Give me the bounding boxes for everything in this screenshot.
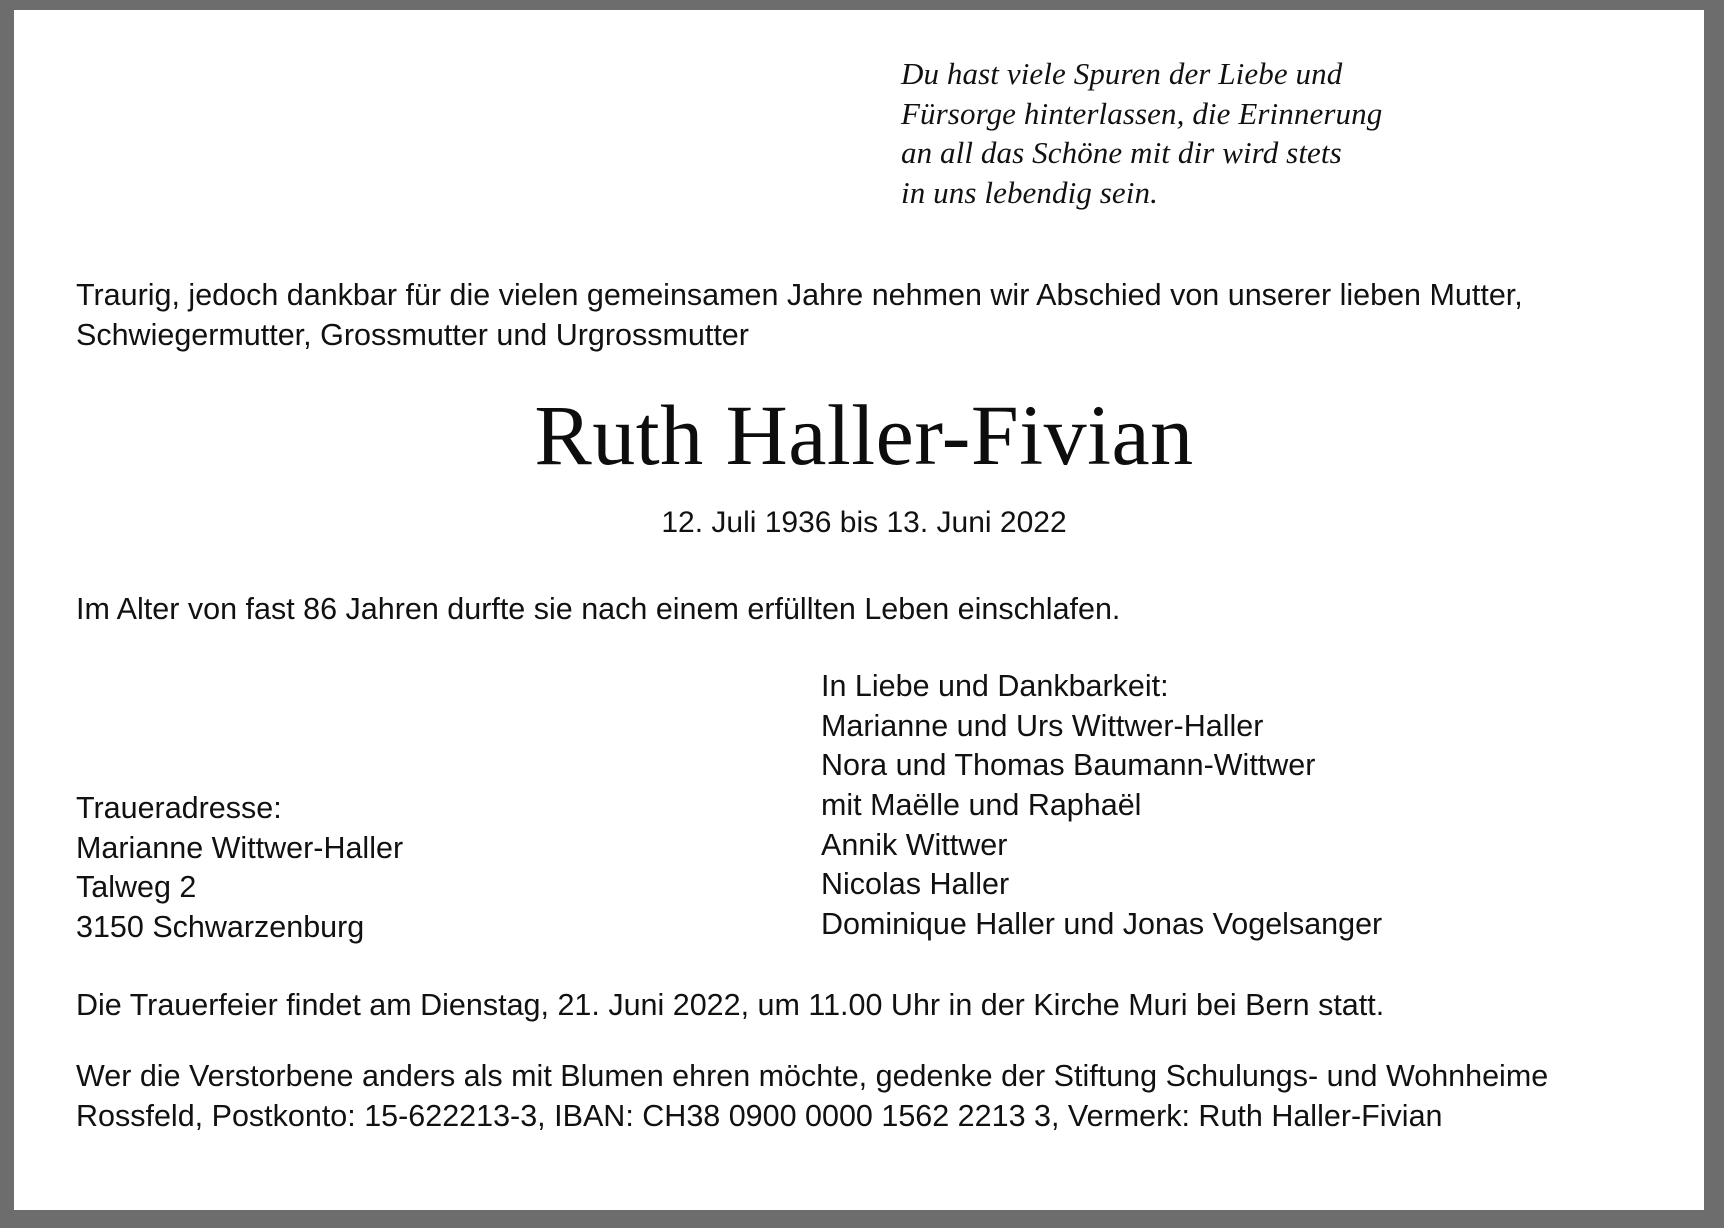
obituary-content: [14, 10, 1704, 1210]
donation-info: [76, 1056, 1652, 1137]
deceased-name: Ruth Haller-Fivian: [534, 386, 1194, 483]
verse-line: Fürsorge hinterlassen, die Erinnerung: [901, 95, 1383, 131]
family-line: mit Maëlle und Raphaël: [821, 788, 1142, 823]
address-line: Marianne Wittwer-Haller: [76, 830, 404, 865]
address-line: 3150 Schwarzenburg: [76, 910, 365, 945]
intro-text: [76, 275, 1652, 356]
funeral-service-info: Die Trauerfeier findet am Dienstag, 21. Juni 2022, um 11.00 Uhr in der Kirche Muri bei Bern statt.: [76, 988, 1385, 1023]
mourning-address: [76, 789, 403, 948]
address-line: Talweg 2: [76, 870, 197, 905]
family-line: In Liebe und Dankbarkeit:: [821, 669, 1169, 704]
intro-line: Schwiegermutter, Grossmutter und Urgrossmutter: [76, 318, 749, 353]
memorial-verse: [901, 54, 1652, 213]
donation-line: Wer die Verstorbene anders als mit Blumen ehren möchte, gedenke der Stiftung Schulungs- und Wohnheime: [76, 1058, 1549, 1093]
family-line: Marianne und Urs Wittwer-Haller: [821, 708, 1264, 743]
intro-line: Traurig, jedoch dankbar für die vielen gemeinsamen Jahre nehmen wir Abschied von unserer lieben Mutter,: [76, 277, 1523, 312]
verse-line: an all das Schöne mit dir wird stets: [901, 135, 1342, 171]
family-line: Dominique Haller und Jonas Vogelsanger: [821, 906, 1383, 941]
verse-line: Du hast viele Spuren der Liebe und: [901, 56, 1343, 91]
age-statement: Im Alter von fast 86 Jahren durfte sie nach einem erfüllten Leben einschlafen.: [76, 592, 1121, 627]
verse-line: in uns lebendig sein.: [901, 175, 1158, 211]
life-dates: 12. Juli 1936 bis 13. Juni 2022: [661, 506, 1067, 540]
family-list: [821, 667, 1382, 944]
address-line: Traueradresse:: [76, 791, 282, 826]
family-line: Nora und Thomas Baumann-Wittwer: [821, 748, 1316, 783]
details-columns: [76, 667, 1652, 967]
family-line: Nicolas Haller: [821, 867, 1010, 902]
family-line: Annik Wittwer: [821, 827, 1008, 862]
donation-line: Rossfeld, Postkonto: 15-622213-3, IBAN: CH38 0900 0000 1562 2213 3, Vermerk: Ruth Haller-Fivian: [76, 1099, 1443, 1134]
obituary-card: [14, 10, 1704, 1210]
